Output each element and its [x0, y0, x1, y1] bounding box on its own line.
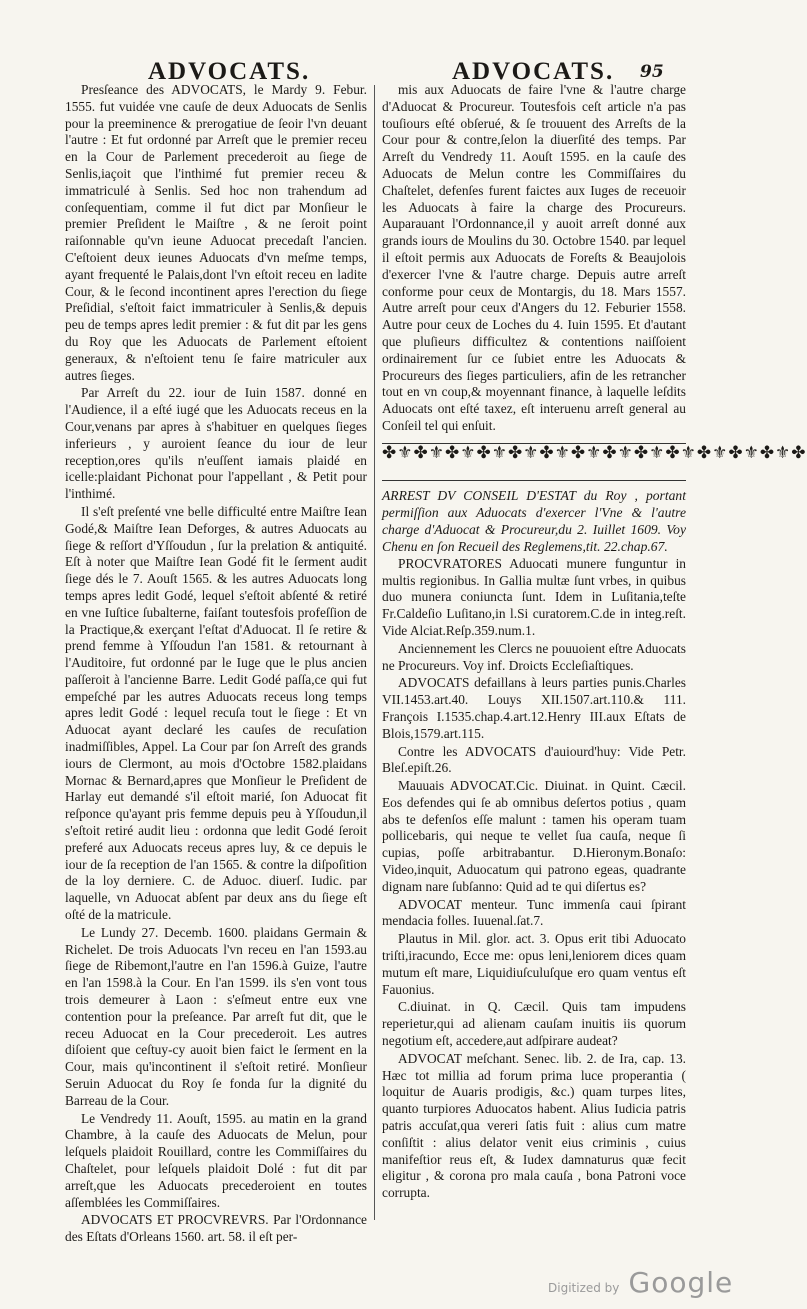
- paragraph: Le Lundy 27. Decemb. 1600. plaidans Germain & Richelet. De trois Aduocats l'vn receu en l'an 1593.au ſiege de Ribemont,l'autre en l'an 1596.à Guize, l'autre en l'an 1598.à la Cour. En l'an 1599. ils s'en vont tous trois demeurer à Laon : s'eſmeut entre eux vne contention pour la preſeance. Par arreſt fut dit, que le receu Aduocat en la Cour precederoit. Les autres diſoient que ceſtuy-cy auoit bien faict le ſerment en la Cour, mais qu'incontinent il s'eſtoit retiré. Monſieur Seruin Aduocat du Roy ſe fonda ſur la dignité du Barreau de la Cour.: [65, 924, 367, 1108]
- digitized-label: Digitized by: [548, 1281, 620, 1295]
- paragraph: ADVOCATS defaillans à leurs parties punis.Charles VII.1453.art.40. Louys XII.1507.art.110.& 111. François I.1535.chap.4.art.12.Henry III.aux Eſtats de Blois,1579.art.115.: [382, 675, 686, 741]
- paragraph: ADVOCAT meſchant. Senec. lib. 2. de Ira, cap. 13. Hæc tot millia ad forum prima luce properantia ( loquitur de Auaris prodigis, &c.) quam turpes lites, quanto turpiores Aduocatos habent. Alius Iudicia patris patris accuſat,qua vereri ſatis fuit : alius cum matre conſiſtit : alius delator venit eius criminis , cuius manifeſtior reus eſt, & Iudex damnaturus quæ fecit eligitur , & corona pro mala cauſa , bona Patroni voce corrupta.: [382, 1050, 686, 1201]
- right-column: [382, 82, 807, 1202]
- running-head-left: ADVOCATS.: [148, 58, 311, 85]
- paragraph: Plautus in Mil. glor. act. 3. Opus erit tibi Aduocato triſti,iracundo, Ecce me: opus leni,leniorem dices quam mutum eſt mare, Liquidiuſculuſque ero quam ventus eſt Fauonius.: [382, 931, 686, 997]
- paragraph: Mauuais ADVOCAT.Cic. Diuinat. in Quint. Cæcil. Eos defendes qui ſe ab omnibus deſertos potius , quam abs te defenſos eſſe malunt : tamen his operam tuam pollicebaris, qui neque te vellet ſua cauſa, neque ſi cupias, poſſe arbitrabantur. D.Hieronym.Bonaſo: Video,inquit, Aduocatum qui patrono egeas, quadrante dignam nare ſubſanno: Quid ad te qui diſertus es?: [382, 778, 686, 894]
- paragraph: mis aux Aduocats de faire l'vne & l'autre charge d'Aduocat & Procureur. Toutesfois ceſt article n'a pas touſiours eſté obſerué, & ſe trouuent des Arreſts de la Cour pour & contre,ſelon la diuerſité des temps. Par Arreſt du Vendredy 11. Aouſt 1595. en la cauſe des Aduocats de Melun contre les Commiſſaires du Chaſtelet, defenſes furent faictes aux Iuges de receuoir les Aduocats à faire la charge des Procureurs. Auparauant l'Ordonnance,il y auoit arreſt donné aux grands iours de Moulins du 30. Octobre 1540. par lequel il eſtoit permis aux Aduocats de Foreſts & Beaujolois d'exercer l'vne & l'autre charge. Depuis autre arreſt conforme pour ceux de Montargis, du 18. Mars 1557. Autre arreſt pour ceux d'Angers du 12. Feburier 1558. Autre pour ceux de Loches du 4. Iuin 1595. Et d'autant que pluſieurs difficultez & contentions naiſſoient ordinairement ſur ce ſubiet entre les Aduocats & Procureurs des ſieges particuliers, afin de les retrancher tout en vn coup,& moyennant finance, à laquelle leſdits Aduocats ont eſté taxez, eſt interuenu arreſt general au Conſeil tel qui enſuit.: [382, 82, 686, 433]
- paragraph: Par Arreſt du 22. iour de Iuin 1587. donné en l'Audience, il a eſté iugé que les Aduocats receus en la Cour,venans par apres à s'habituer en quelques ſieges inferieurs , y auroient ſeance du iour de leur reception,ores qu'ils n'euſſent iamais plaidé en icelle:plaidant Pichonat pour l'appellant , & Petit pour l'inthimé.: [65, 385, 367, 502]
- paragraph: Contre les ADVOCATS d'auiourd'huy: Vide Petr. Bleſ.epiſt.26.: [382, 743, 686, 776]
- column-divider: [374, 85, 375, 1220]
- paragraph: ADVOCATS ET PROCVREVRS. Par l'Ordonnance des Eſtats d'Orleans 1560. art. 58. il eſt per-: [65, 1212, 367, 1245]
- left-column: [65, 82, 367, 1246]
- fleuron-ornament: ✤⚜✤⚜✤⚜✤⚜✤⚜✤⚜✤⚜✤⚜✤⚜✤⚜✤⚜✤⚜✤⚜✤: [382, 443, 686, 481]
- paragraph: Anciennement les Clercs ne pouuoient eſtre Aduocats ne Procureurs. Voy inf. Droicts Eccleſiaſtiques.: [382, 640, 686, 673]
- running-head-right: ADVOCATS.: [452, 58, 615, 85]
- paragraph: Il s'eſt preſenté vne belle difficulté entre Maiſtre Iean Godé,& Maiſtre Iean Deforges, & autres Aduocats au ſiege & reſſort d'Yſſoudun , ſur la prelation & antiquité. Eſt à noter que Maiſtre Iean Godé fit le ſerment audit ſiege dés le 7. Aouſt 1565. & les autres Aduocats long temps apres ledit Godé, lequel s'eſtoit abſenté & retiré en vne Iuſtice ſubalterne, faiſant toutesfois profeſſion de la Practique,& exerçant l'eſtat d'Aduocat. Il ſe retire & prend femme à Yſſoudun l'an 1581. & retournant à l'Auditoire, fut ordonné par le Iuge que le plus ancien paſſeroit à l'ancienne Barre. Ledit Godé paſſa,ce qui fut empeſché par les autres Aduocats receus long temps apres ledit Godé : lequel recuſa tout le ſiege : Et vn Aduocat ayant declaré les cauſes de recuſation inadmiſſibles, Appel. La Cour par ſon Arreſt des grands iours de Clermont, au mois d'Octobre 1582.plaidans Mornac & Bernard,apres que Monſieur le Preſident de Harlay eut demandé s'il eſtoit marié, ſon Aduocat fit reſponce qu'ayant pris femme depuis peu à Yſſoudun,il s'eſtoit retiré audit lieu : ordonna que ledit Godé ſeroit preferé aux Aduocats receus apres luy, & ce depuis le iour de ſa reception de l'an 1565. & contre la diſpoſition de la loy derniere. C. de Aduoc. diuerſ. Iudic. par laquelle, vn Aduocat abſent par deux ans du ſiege eſt oſté de la matricule.: [65, 503, 367, 923]
- digitized-watermark: [548, 1266, 733, 1299]
- paragraph: Presſeance des ADVOCATS, le Mardy 9. Febur. 1555. fut vuidée vne cauſe de deux Aduocats de Senlis pour la preeminence & prerogatiue de ſeoir l'vn deuant l'autre : Et fut ordonné par Arreſt que le premier receu en la Cour de Parlement precederoit au ſiege de Senlis,iaçoit que l'inthimé fut premier receu & immatriculé à Senlis. Sed hoc non trahendum ad conſequentiam, comme il fut dict par Monſieur le premier Preſident le Maiſtre , & ne ſeroit point raiſonnable qu'vn ieune Aduocat precedaſt l'ancien. C'eſtoient deux ieunes Aduocats d'vn meſme temps, ayant frequenté le Palais,dont l'vn eſtoit receu en ladite Cour, & le ſecond incontinent apres l'erection du ſiege Preſidial, s'eſtoit faict immatriculer à Senlis,& depuis peu de temps apres ledit premier : & fut dit par les gens du Roy que les Aduocats de Parlement eſtoient generaux, & n'eſtoient tenu ſe faire matriculer aux autres ſieges.: [65, 82, 367, 383]
- paragraph: C.diuinat. in Q. Cæcil. Quis tam impudens reperietur,qui ad alienam cauſam inuitis iis quorum negotium eſt, accedere,aut adſpirare audeat?: [382, 999, 686, 1049]
- google-logo: Google: [628, 1266, 734, 1299]
- paragraph: ADVOCAT menteur. Tunc immenſa caui ſpirant mendacia folles. Iuuenal.ſat.7.: [382, 896, 686, 929]
- page-number: 95: [640, 62, 664, 82]
- arrest-heading: ARREST DV CONSEIL D'ESTAT du Roy , portant permiſſion aux Aduocats d'exercer l'Vne & l'autre charge d'Aduocat & Procureur,du 2. Iuillet 1609. Voy Chenu en ſon Recueil des Reglemens,tit. 22.chap.67.: [382, 487, 686, 554]
- paragraph: PROCVRATORES Aduocati munere funguntur in multis regionibus. In Gallia multæ ſunt vrbes, in quibus duo munera coniuncta ſunt. Idem in Luſitania,teſte Fr.Caldeſio Luſitano,in l.Si curatorem.C.de in integ.reſt. Vide Alciat.Reſp.359.num.1.: [382, 555, 686, 638]
- paragraph: Le Vendredy 11. Aouſt, 1595. au matin en la grand Chambre, à la cauſe des Aduocats de Melun, pour leſquels plaidoit Rouillard, contre les Commiſſaires du Chaſtelet, pour leſquels plaidoit Dolé : fut dit par arreſt,que les Aduocats precederoient en toutes aſſemblées les Commiſſaires.: [65, 1110, 367, 1210]
